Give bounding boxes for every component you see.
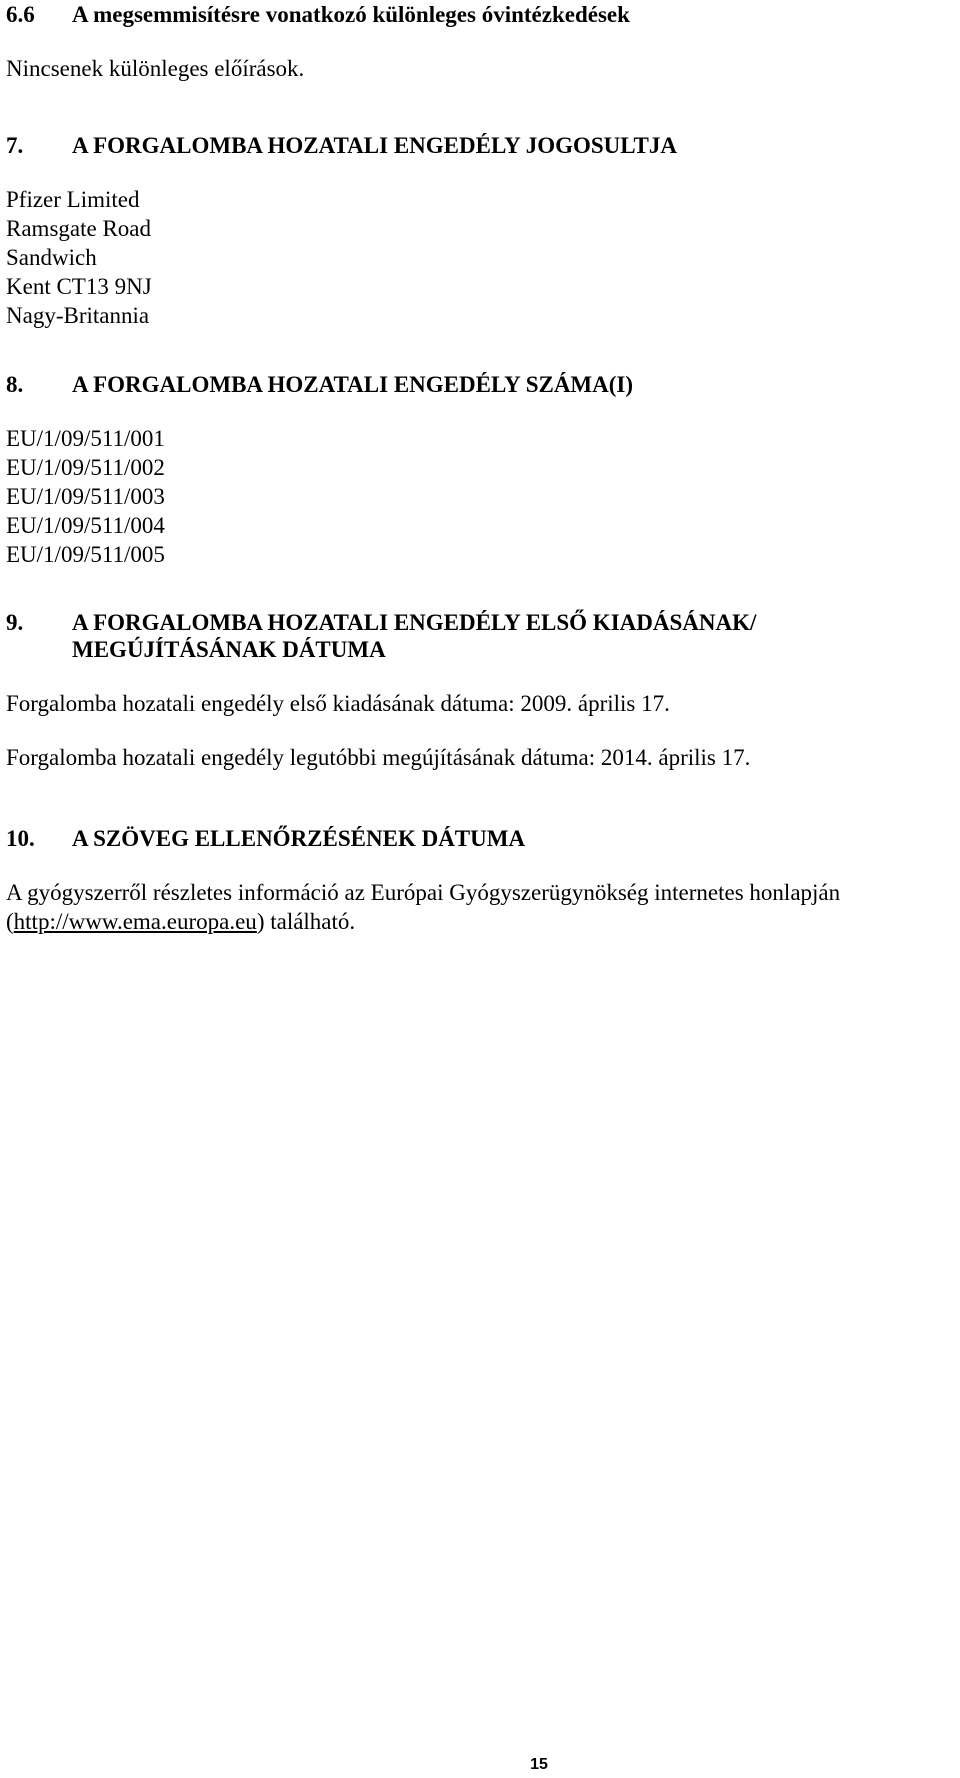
authorisation-numbers [6, 424, 165, 569]
section-title-continued: MEGÚJÍTÁSÁNAK DÁTUMA [72, 637, 386, 662]
address-line: Sandwich [6, 245, 97, 270]
revision-info [6, 878, 840, 936]
section-number: 9. [6, 610, 24, 635]
section-number: 8. [6, 372, 24, 397]
section-number: 7. [6, 133, 24, 158]
authorisation-number: EU/1/09/511/001 [6, 426, 165, 451]
authorisation-number: EU/1/09/511/004 [6, 513, 165, 538]
address-line: Pfizer Limited [6, 187, 140, 212]
ema-website-link[interactable]: http://www.ema.europa.eu [13, 909, 257, 934]
link-close-text: ) található. [256, 909, 356, 934]
section-title: A FORGALOMBA HOZATALI ENGEDÉLY SZÁMA(I) [72, 372, 634, 397]
authorisation-number: EU/1/09/511/002 [6, 455, 165, 480]
revision-text-continued [6, 907, 840, 936]
marketing-holder-address [6, 185, 152, 330]
section-number: 10. [6, 826, 35, 851]
link-open-paren: ( [6, 909, 14, 934]
page-number: 15 [530, 1756, 548, 1773]
authorisation-number: EU/1/09/511/005 [6, 542, 165, 567]
first-issue-date: Forgalomba hozatali engedély első kiadásának dátuma: 2009. április 17. [6, 691, 670, 716]
address-line: Kent CT13 9NJ [6, 274, 152, 299]
section-6-6-text: Nincsenek különleges előírások. [6, 56, 305, 81]
section-title: A megsemmisítésre vonatkozó különleges óvintézkedések [72, 2, 630, 27]
revision-text: A gyógyszerről részletes információ az Európai Gyógyszerügynökség internetes honlapján [6, 880, 841, 905]
section-title: A FORGALOMBA HOZATALI ENGEDÉLY ELSŐ KIADÁSÁNAK/ [72, 610, 757, 635]
section-title: A FORGALOMBA HOZATALI ENGEDÉLY JOGOSULTJA [72, 133, 677, 158]
address-line: Nagy-Britannia [6, 303, 150, 328]
authorisation-number: EU/1/09/511/003 [6, 484, 165, 509]
last-renewal-date: Forgalomba hozatali engedély legutóbbi megújításának dátuma: 2014. április 17. [6, 745, 751, 770]
section-number: 6.6 [6, 2, 35, 27]
address-line: Ramsgate Road [6, 216, 151, 241]
section-title: A SZÖVEG ELLENŐRZÉSÉNEK DÁTUMA [72, 826, 526, 851]
